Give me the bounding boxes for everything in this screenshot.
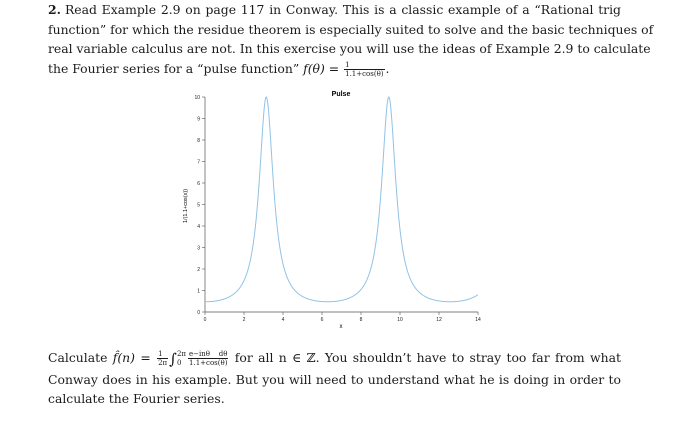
y-tick-label: 8 <box>197 138 200 144</box>
x-tick-label: 4 <box>281 317 285 323</box>
y-ticks <box>194 95 205 316</box>
y-tick-label: 3 <box>197 245 200 252</box>
calc-line-2: Conway does in his example. But you will need to understand what he is doing in order to <box>48 371 621 387</box>
y-tick-label: 4 <box>197 224 200 230</box>
problem-number: 2. <box>48 2 61 17</box>
series-pulse-line <box>205 97 478 302</box>
y-tick-label: 0 <box>197 310 200 316</box>
y-tick-label: 5 <box>197 202 200 209</box>
x-tick-label: 6 <box>320 317 324 323</box>
y-tick-label: 1 <box>197 288 200 295</box>
y-tick-label: 7 <box>197 159 200 166</box>
problem-line-4: the Fourier series for a “pulse function” f(θ) = $\frac{1}{1.1+\cos(\theta)}$ . <box>48 61 390 79</box>
problem-line-1: 2. Read Example 2.9 on page 117 in Conway. This is a classic example of a “Rational trig <box>48 2 621 17</box>
prefactor-fraction: $\frac{1}{2\pi}$ <box>158 350 168 367</box>
x-axis-label: x <box>339 324 343 330</box>
chart-title: Pulse <box>331 91 351 98</box>
x-tick-label: 12 <box>436 317 442 323</box>
y-tick-label: 2 <box>197 267 200 273</box>
problem-line-3: real variable calculus are not. In this exercise you will use the ideas of Example 2.9 to calculate <box>48 41 651 57</box>
integral-sign: ∫ <box>169 350 177 368</box>
calc-line-1: Calculate f̂(n) = $\frac{1}{2\pi}$ ∫ 2π 0 $\frac{\text{e−inθ dθ}}{1.1+\cos(\theta)}$ for all n ∈ ℤ. You shouldn’t have to stray too far from what <box>48 349 621 368</box>
problem-line-2: function” for which the residue theorem is especially suited to solve and the basic techniques of <box>48 21 654 37</box>
x-tick-label: 10 <box>397 317 403 323</box>
problem-statement <box>48 0 654 79</box>
y-tick-label: 9 <box>197 116 200 123</box>
integral-limits: 2π 0 <box>176 349 187 367</box>
pulse-function-fraction: $\frac{1}{1.1+\cos(\theta)}$ <box>345 61 384 79</box>
x-tick-label: 0 <box>203 317 207 323</box>
calculation-paragraph <box>48 348 621 409</box>
x-ticks <box>204 312 481 323</box>
y-tick-label: 6 <box>197 181 200 187</box>
integrand-fraction: $\frac{\text{e−inθ dθ}}{1.1+\cos(\theta)}$ <box>189 350 228 367</box>
x-tick-label: 14 <box>475 317 481 323</box>
x-tick-label: 8 <box>359 317 363 323</box>
y-axis-label: 1/(1.1+cos(x)) <box>183 188 189 224</box>
x-tick-label: 2 <box>242 317 246 323</box>
pulse-function-lhs: f(θ) = <box>303 61 340 77</box>
fourier-coefficient: f̂(n) = <box>112 350 151 365</box>
y-tick-label: 10 <box>194 95 200 101</box>
calc-line-3: calculate the Fourier series. <box>48 391 225 407</box>
